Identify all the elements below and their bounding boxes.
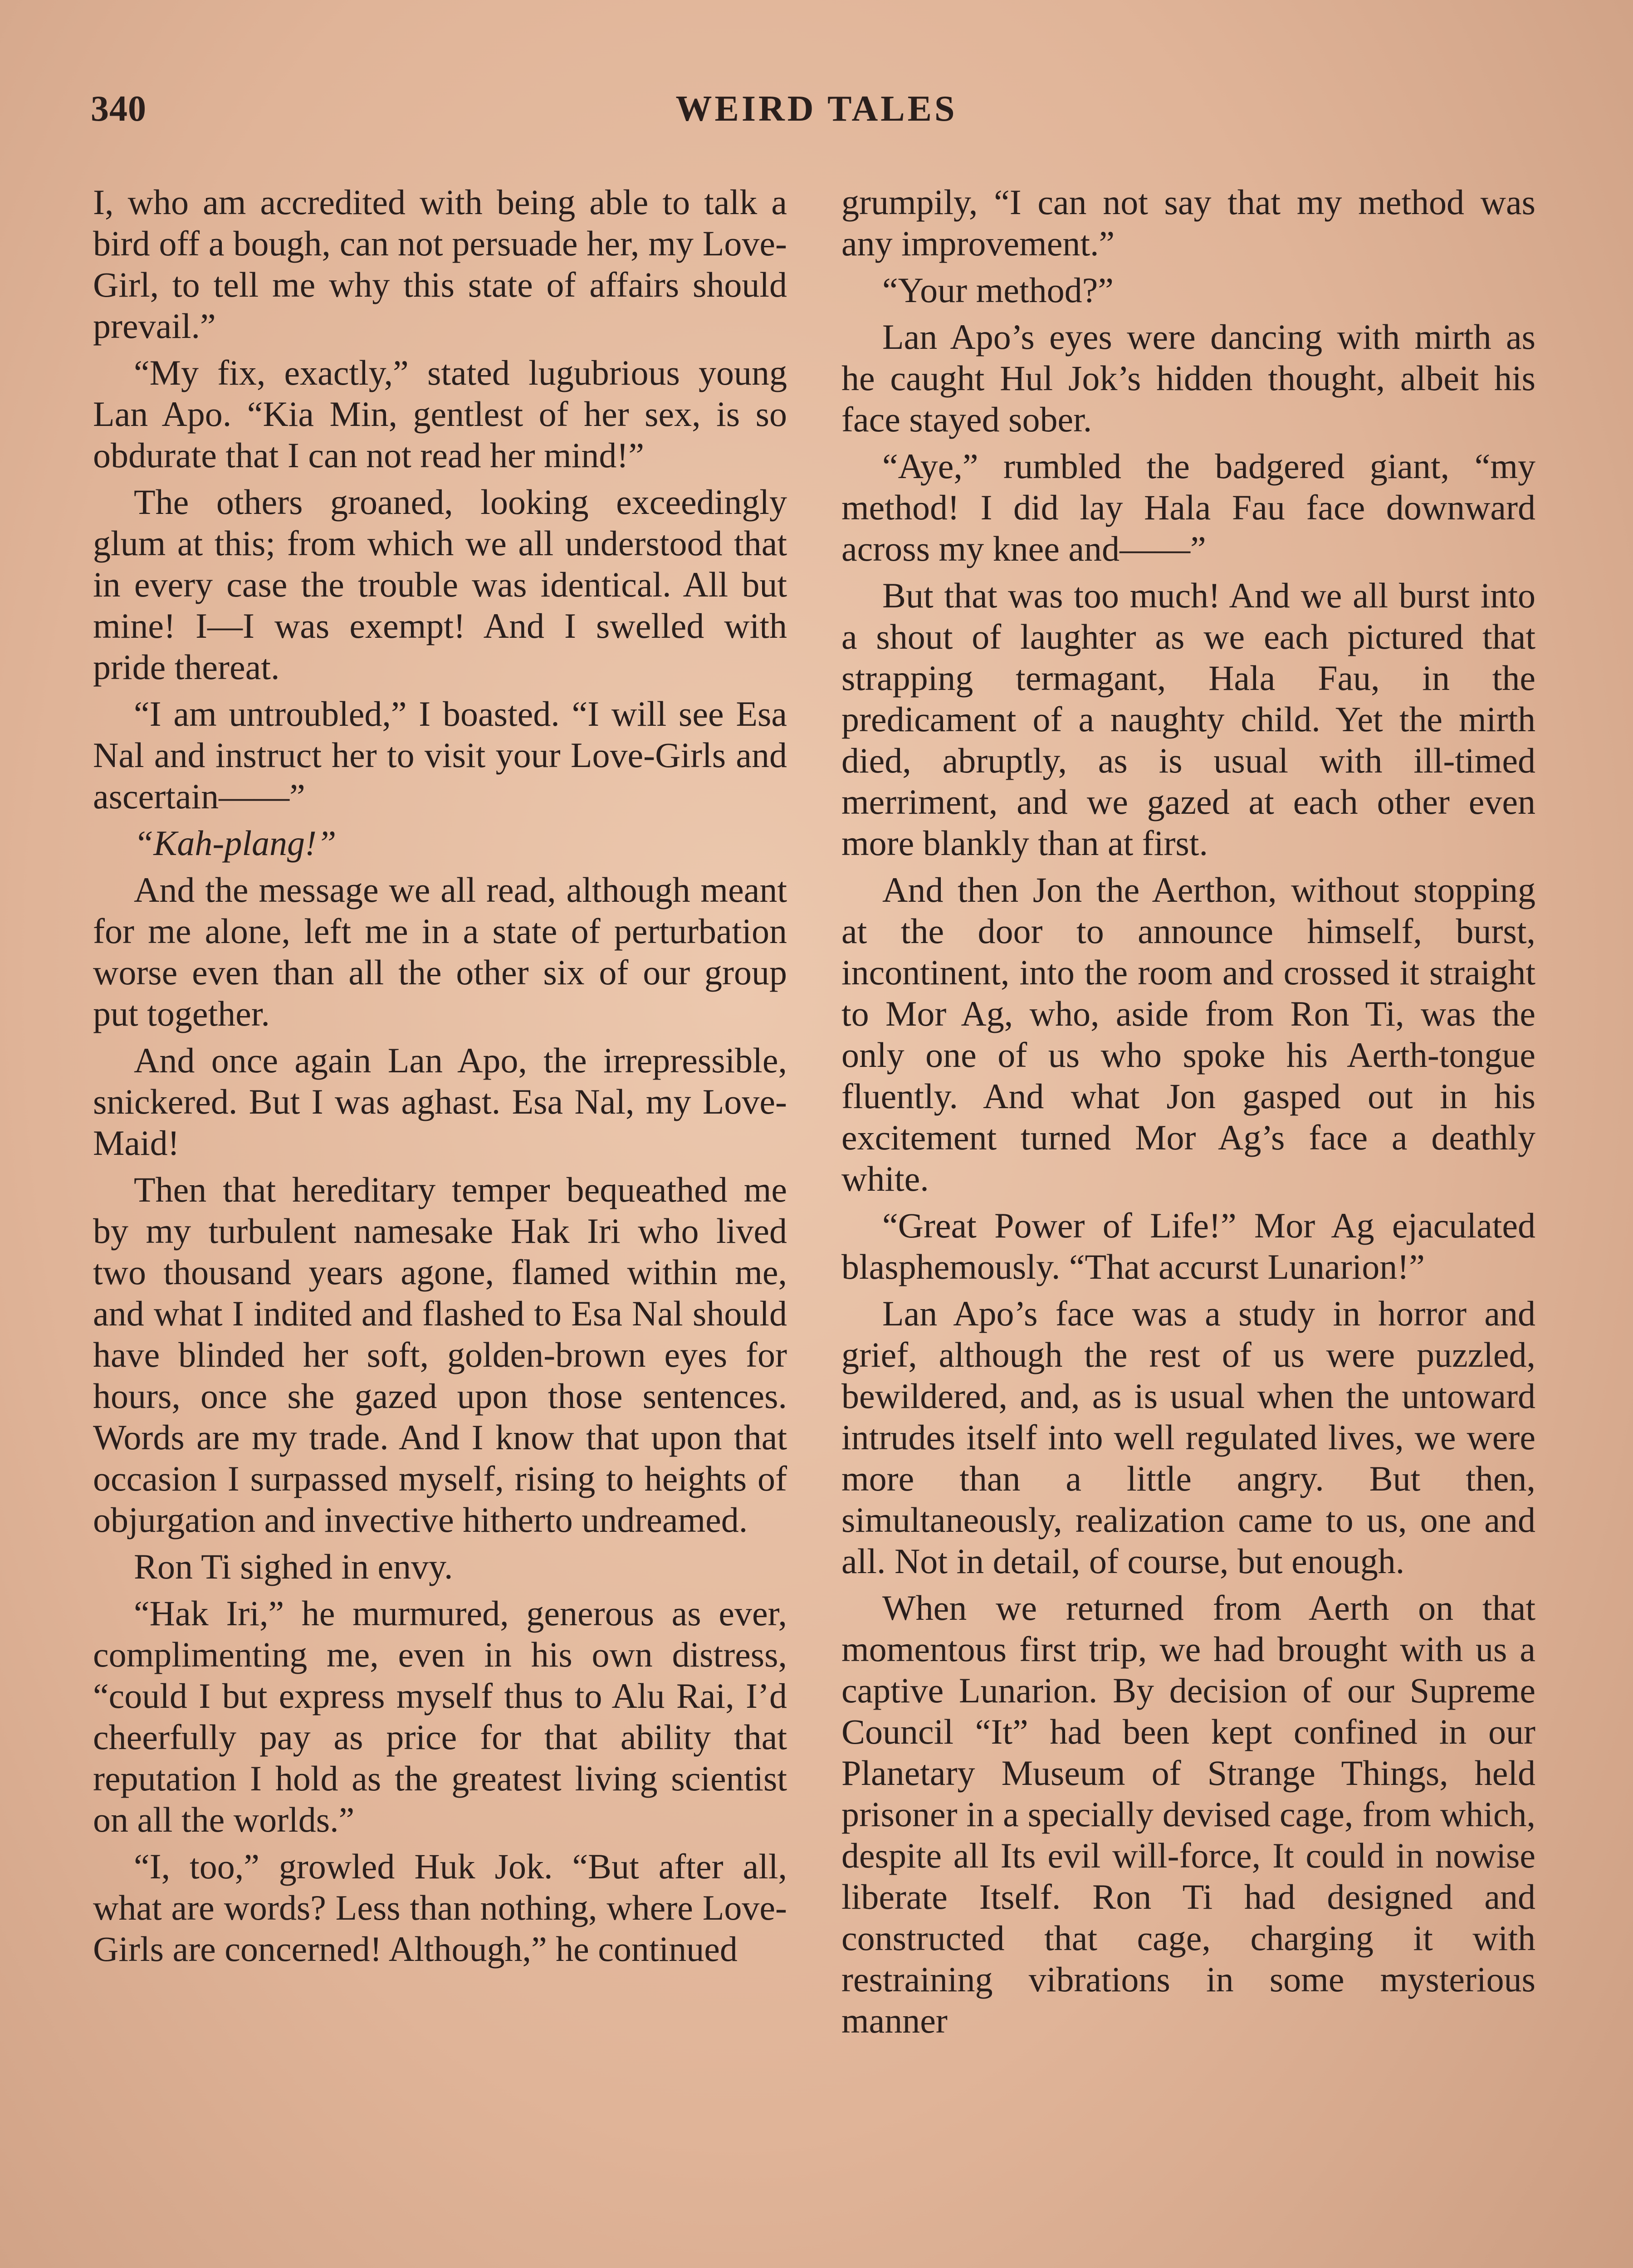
running-title: WEIRD TALES	[675, 89, 958, 129]
paragraph: “Hak Iri,” he murmured, generous as ever, complimenting me, even in his own distress, “could I but express myself thus to Alu Rai, I’d cheerfully pay as price for that ability that reputation I hold as the greatest living scientist on all the worlds.”	[93, 1593, 787, 1839]
paragraph: “Aye,” rumbled the badgered giant, “my method! I did lay Hala Fau face downward across my knee and——”	[841, 446, 1535, 568]
paragraph: When we returned from Aerth on that momentous first trip, we had brought with us a captive Lunarion. By decision of our Supreme Council “It” had been kept confined in our Planetary Museum of Strange Things, held prisoner in a specially devised cage, from which, despite all Its evil will-force, It could in nowise liberate Itself. Ron Ti had designed and constructed that cage, charging it with restraining vibrations in some mysterious manner	[841, 1588, 1535, 2040]
paragraph: And the message we all read, although meant for me alone, left me in a state of perturbation worse even than all the other six of our group put together.	[93, 870, 787, 1033]
paragraph: grumpily, “I can not say that my method was any improvement.”	[841, 182, 1535, 263]
paragraph: But that was too much! And we all burst into a shout of laughter as we each pictured that strapping termagant, Hala Fau, in the predicament of a naughty child. Yet the mirth died, abruptly, as is usual with ill-timed merriment, and we gazed at each other even more blankly than at first.	[841, 576, 1535, 863]
paragraph: Then that hereditary temper bequeathed me by my turbulent namesake Hak Iri who lived two thousand years agone, flamed within me, and what I indited and flashed to Esa Nal should have blinded her soft, golden-brown eyes for hours, once she gazed upon those sentences. Words are my trade. And I know that upon that occasion I surpassed myself, rising to heights of objurgation and invective hitherto undreamed.	[93, 1170, 787, 1540]
paragraph: “I am untroubled,” I boasted. “I will see Esa Nal and instruct her to visit your Love-Girls and ascertain——”	[93, 694, 787, 816]
page-number: 340	[91, 89, 147, 129]
right-column	[841, 181, 1535, 2047]
paragraph: “Your method?”	[882, 270, 1114, 310]
paragraph: And then Jon the Aerthon, without stopping at the door to announce himself, burst, incontinent, into the room and crossed it straight to Mor Ag, who, aside from Ron Ti, was the only one of us who spoke his Aerth-tongue fluently. And what Jon gasped out in his excitement turned Mor Ag’s face a deathly white.	[841, 870, 1535, 1198]
paragraph: Ron Ti sighed in envy.	[134, 1547, 453, 1586]
paragraph: I, who am accredited with being able to talk a bird off a bough, can not persuade her, my Love-Girl, to tell me why this state of affairs should prevail.”	[93, 182, 787, 346]
left-column	[93, 181, 787, 1975]
paragraph: “Great Power of Life!” Mor Ag ejaculated blasphemously. “That accurst Lunarion!”	[841, 1206, 1535, 1286]
paragraph: “I, too,” growled Huk Jok. “But after all, what are words? Less than nothing, where Love-Girls are concerned! Although,” he continued	[93, 1847, 787, 1969]
paragraph: The others groaned, looking exceedingly glum at this; from which we all understood that in every case the trouble was identical. All but mine! I—I was exempt! And I swelled with pride thereat.	[93, 482, 787, 687]
paragraph: Lan Apo’s eyes were dancing with mirth as he caught Hul Jok’s hidden thought, albeit his face stayed sober.	[841, 317, 1535, 439]
paragraph: “Kah-plang!”	[134, 823, 337, 863]
paragraph: “My fix, exactly,” stated lugubrious young Lan Apo. “Kia Min, gentlest of her sex, is so obdurate that I can not read her mind!”	[93, 353, 787, 475]
paragraph: Lan Apo’s face was a study in horror and grief, although the rest of us were puzzled, bewildered, and, as is usual when the untoward intrudes itself into well regulated lives, we were more than a little angry. But then, simultaneously, realization came to us, one and all. Not in detail, of course, but enough.	[841, 1294, 1535, 1581]
paragraph: And once again Lan Apo, the irrepressible, snickered. But I was aghast. Esa Nal, my Love-Maid!	[93, 1041, 787, 1163]
